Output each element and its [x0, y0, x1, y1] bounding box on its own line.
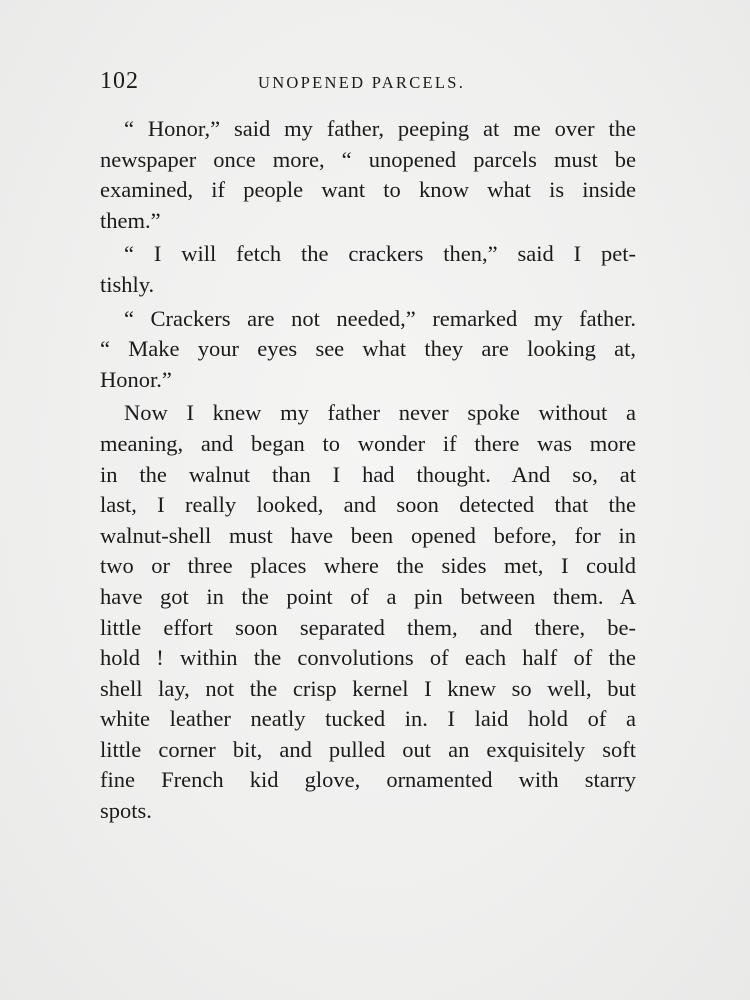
text-line: them.”: [100, 207, 161, 233]
text-line: have got in the point of a pin between them. A: [100, 583, 636, 609]
page-header: [100, 68, 636, 102]
text-line: hold ! within the convolutions of each half of the: [100, 645, 636, 671]
text-line: in the walnut than I had thought. And so, at: [100, 461, 636, 487]
text-line: newspaper once more, “ unopened parcels must be: [100, 146, 636, 172]
paragraph: [100, 398, 636, 826]
text-line: fine French kid glove, ornamented with starry: [100, 767, 636, 793]
text-line: two or three places where the sides met, I could: [100, 553, 636, 579]
body-text: [100, 114, 636, 827]
text-line: little effort soon separated them, and there, be-: [100, 614, 636, 640]
text-line: Now I knew my father never spoke without a: [124, 400, 636, 426]
running-head: UNOPENED PARCELS.: [258, 73, 466, 92]
text-line: shell lay, not the crisp kernel I knew so well, but: [100, 675, 636, 701]
text-line: last, I really looked, and soon detected that the: [100, 492, 636, 518]
text-line: “ Crackers are not needed,” remarked my father.: [124, 305, 636, 331]
text-line: tishly.: [100, 271, 155, 297]
text-line: Honor.”: [100, 366, 172, 392]
text-line: walnut-shell must have been opened before, for in: [100, 522, 636, 548]
paragraph: [100, 239, 636, 300]
text-line: examined, if people want to know what is inside: [100, 177, 636, 203]
text-line: “ Honor,” said my father, peeping at me over the: [124, 116, 636, 141]
text-line: meaning, and began to wonder if there was more: [100, 430, 636, 456]
text-line: little corner bit, and pulled out an exquisitely soft: [100, 736, 636, 762]
text-line: spots.: [100, 798, 152, 824]
text-line: “ I will fetch the crackers then,” said I pet-: [124, 241, 636, 267]
text-line: “ Make your eyes see what they are looking at,: [100, 336, 636, 362]
page-number: 102: [100, 68, 139, 94]
paragraph: [100, 304, 636, 396]
text-line: white leather neatly tucked in. I laid hold of a: [100, 706, 636, 732]
paragraph: [100, 114, 636, 236]
